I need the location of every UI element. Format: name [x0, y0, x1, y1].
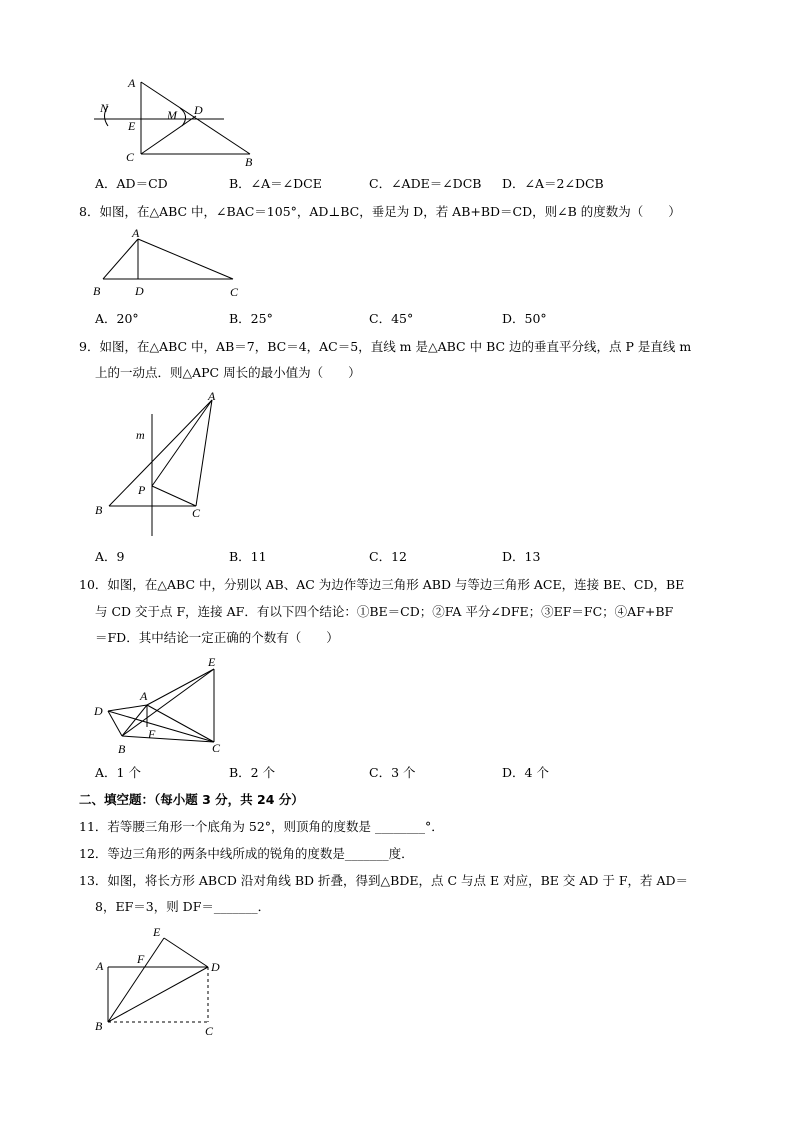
fig8-label-c: C: [230, 285, 239, 299]
fig9-label-a: A: [208, 389, 216, 403]
fig13-label-f: F: [137, 952, 145, 966]
fig9-label-p: P: [138, 483, 146, 497]
q8-option-b: B．25°: [229, 311, 273, 326]
fig9-label-b: B: [95, 503, 103, 517]
fig7-label-c: C: [126, 150, 135, 164]
fig7-label-a: A: [128, 76, 136, 90]
fig13-label-e: E: [153, 925, 161, 939]
q10-figure: [88, 652, 238, 762]
fig8-label-d: D: [135, 284, 144, 298]
section-title-fill-in: 二、填空题：（每小题 3 分，共 24 分）: [79, 792, 304, 807]
fig9-label-m: m: [136, 428, 145, 442]
fig10-label-c: C: [212, 741, 221, 755]
q11-question: 11．若等腰三角形一个底角为 52°，则顶角的度数是 ________°．: [79, 819, 444, 834]
fig13-label-c: C: [205, 1024, 214, 1038]
fig13-label-d: D: [211, 960, 220, 974]
fig13-label-b: B: [95, 1019, 103, 1033]
fig8-label-b: B: [93, 284, 101, 298]
q10-question-line1: 10．如图，在△ABC 中，分别以 AB、AC 为边作等边三角形 ABD 与等边三角形 ACE，连接 BE、CD，BE: [79, 577, 685, 592]
q9-question-line1: 9．如图，在△ABC 中，AB＝7，BC＝4，AC＝5，直线 m 是△ABC 中 BC 边的垂直平分线，点 P 是直线 m: [79, 339, 692, 354]
q9-figure: [90, 386, 230, 536]
fig7-label-n: N: [100, 101, 109, 115]
q13-figure: [88, 922, 238, 1042]
q8-question: 8．如图，在△ABC 中，∠BAC＝105°，AD⊥BC，垂足为 D，若 AB+BD＝CD，则∠B 的度数为（ ）: [79, 204, 681, 219]
q8-option-c: C．45°: [369, 311, 414, 326]
fig13-label-a: A: [96, 959, 104, 973]
fig10-label-f: F: [148, 727, 156, 741]
fig7-label-b: B: [245, 155, 253, 169]
fig10-label-a: A: [140, 689, 148, 703]
q9-option-d: D．13: [502, 549, 541, 564]
q10-option-a: A．1 个: [95, 765, 141, 780]
q12-question: 12．等边三角形的两条中线所成的锐角的度数是_______度．: [79, 846, 414, 861]
q10-option-d: D．4 个: [502, 765, 549, 780]
q10-question-line2: 与 CD 交于点 F，连接 AF．有以下四个结论：①BE＝CD；②FA 平分∠DFE；③EF＝FC；④AF+BF: [95, 604, 674, 619]
q9-option-a: A．9: [95, 549, 125, 564]
q8-figure: [88, 226, 248, 301]
fig7-label-e: E: [128, 119, 136, 133]
q9-option-b: B．11: [229, 549, 267, 564]
q7-option-b: B．∠A＝∠DCE: [229, 176, 322, 191]
q7-option-a: A．AD＝CD: [95, 176, 168, 191]
q10-option-c: C．3 个: [369, 765, 416, 780]
q10-option-b: B．2 个: [229, 765, 276, 780]
fig7-label-m: M: [167, 108, 177, 122]
q9-option-c: C．12: [369, 549, 407, 564]
q8-option-d: D．50°: [502, 311, 547, 326]
q7-option-c: C．∠ADE＝∠DCB: [369, 176, 482, 191]
q7-option-d: D．∠A＝2∠DCB: [502, 176, 604, 191]
q10-question-line3: ＝FD．其中结论一定正确的个数有（ ）: [95, 630, 339, 645]
q9-question-line2: 上的一动点．则△APC 周长的最小值为（ ）: [95, 365, 361, 380]
fig9-label-c: C: [192, 506, 201, 520]
q13-question-line2: 8，EF＝3，则 DF＝_______．: [95, 899, 271, 914]
q8-option-a: A．20°: [95, 311, 139, 326]
fig10-label-e: E: [208, 655, 216, 669]
q7-figure: [88, 72, 268, 172]
fig10-label-b: B: [118, 742, 126, 756]
fig7-label-d: D: [194, 103, 203, 117]
fig10-label-d: D: [94, 704, 103, 718]
q13-question-line1: 13．如图，将长方形 ABCD 沿对角线 BD 折叠，得到△BDE，点 C 与点 E 对应，BE 交 AD 于 F，若 AD＝: [79, 873, 689, 888]
fig8-label-a: A: [132, 226, 140, 240]
